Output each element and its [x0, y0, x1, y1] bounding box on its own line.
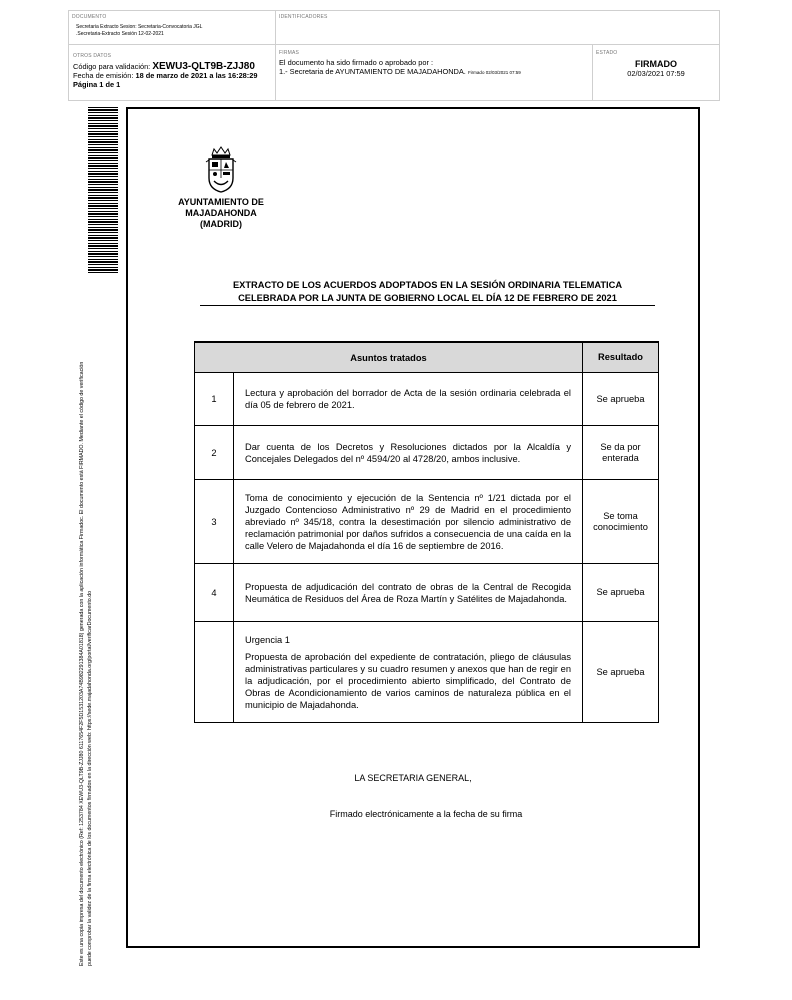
organization-name	[171, 197, 271, 230]
row-description: Dar cuenta de los Decretos y Resoluciones dictados por la Alcaldía y Concejales Delegados del nº 4594/20 al 4728/20, ambos inclusive.	[234, 426, 583, 480]
col-resultado-header: Resultado	[583, 342, 659, 373]
row-description: Propuesta de adjudicación del contrato de obras de la Central de Recogida Neumática de Residuos del Área de Roza Martín y Satélites de Majadahonda.	[234, 564, 583, 622]
table-row	[195, 426, 659, 480]
row-number: 1	[195, 373, 234, 426]
codigo-value: XEWU3-QLT9B-ZJJ80	[152, 61, 255, 72]
otros-datos-label: OTROS DATOS	[73, 53, 112, 59]
barcode	[88, 107, 118, 275]
header-identificadores-box	[275, 10, 720, 45]
firmas-line1: El documento ha sido firmado o aprobado por :	[279, 58, 434, 67]
org-line3: (MADRID)	[200, 219, 242, 229]
fecha-label: Fecha de emisión:	[73, 71, 134, 80]
side-text-line1: Este es una copia impresa del documento electrónico (Ref: 1253784 XEWU3-QLT9B-ZJJ80 6117654F2F5D1531203A74B982291384A01818) generada con la aplicación informática Firmadoc. El documento está FIRMADO. Mediante el código de verificación	[79, 361, 85, 966]
title-underline	[200, 305, 655, 306]
title-line1: EXTRACTO DE LOS ACUERDOS ADOPTADOS EN LA SESIÓN ORDINARIA TELEMATICA	[232, 280, 623, 290]
side-text-line2: puede comprobar la validez de la firma electrónica de los documentos firmados en la dirección web: https://sede.majadahonda.org/portal/verificarDocumento.do	[87, 590, 93, 966]
table-row	[195, 373, 659, 426]
row-description	[234, 622, 583, 723]
signature-note: Firmado electrónicamente a la fecha de su firma	[329, 809, 523, 819]
coat-of-arms-icon	[204, 146, 238, 194]
table-row	[195, 564, 659, 622]
row-number: 3	[195, 480, 234, 564]
org-line1: AYUNTAMIENTO DE	[178, 197, 264, 207]
documento-line2: .Secretaria-Extracto Sesión 12-02-2021	[76, 31, 164, 37]
row-description: Toma de conocimiento y ejecución de la Sentencia nº 1/21 dictada por el Juzgado Contencioso Administrativo nº 29 de Madrid en el procedimiento abreviado nº 345/18, contra la desestimación por silencio administrativo de reclamación patrimonial por daños sufridos a consecuencia de una caída en la calle Velero de Majadahonda el día 16 de septiembre de 2016.	[234, 480, 583, 564]
row-result: Se toma conocimiento	[583, 480, 659, 564]
table-row	[195, 480, 659, 564]
documento-label: DOCUMENTO	[72, 14, 107, 20]
document-title	[200, 279, 655, 305]
row-description: Lectura y aprobación del borrador de Acta de la sesión ordinaria celebrada el día 05 de febrero de 2021.	[234, 373, 583, 426]
row-result: Se da por enterada	[583, 426, 659, 480]
row-number: 2	[195, 426, 234, 480]
table-header-row	[195, 342, 659, 373]
col-asuntos-header: Asuntos tratados	[195, 342, 583, 373]
firmas-line2: 1.- Secretaria de AYUNTAMIENTO DE MAJADAHONDA.	[279, 67, 466, 76]
row-result: Se aprueba	[583, 564, 659, 622]
title-line2: CELEBRADA POR LA JUNTA DE GOBIERNO LOCAL EL DÍA 12 DE FEBRERO DE 2021	[238, 293, 617, 303]
header-documento-box	[68, 10, 276, 45]
pagina-indicator: Página 1 de 1	[73, 80, 121, 89]
row-result: Se aprueba	[583, 622, 659, 723]
agenda-table	[194, 341, 659, 723]
row-text: Propuesta de aprobación del expediente de contratación, pliego de cláusulas administrativas particulares y su cuadro resumen y anexos que han de regir en la adjudicación, por el procedimiento abierto simplificado, del Contrato de Obras de Acondicionamiento de varios caminos de naturaleza pública en el municipio de Majadahonda.	[245, 651, 571, 710]
documento-line1: Secretaria Extracto Sesion: Secretaria-Convocatoria JGL	[76, 24, 203, 30]
firmas-signed-date: Firmado 02/03/2021 07:59	[467, 70, 521, 75]
org-line2: MAJADAHONDA	[185, 208, 257, 218]
row-number: 4	[195, 564, 234, 622]
estado-value: FIRMADO	[635, 59, 677, 69]
table-row	[195, 622, 659, 723]
header-estado-box	[592, 44, 720, 101]
firmas-label: FIRMAS	[279, 50, 300, 56]
row-heading: Urgencia 1	[245, 634, 290, 645]
codigo-label: Código para validación:	[73, 62, 151, 71]
side-verification-text	[78, 286, 94, 966]
signature-title: LA SECRETARIA GENERAL,	[354, 773, 472, 783]
fecha-value: 18 de marzo de 2021 a las 16:28:29	[135, 71, 258, 80]
estado-label: ESTADO	[596, 50, 618, 56]
estado-date: 02/03/2021 07:59	[627, 69, 685, 78]
identificadores-label: IDENTIFICADORES	[279, 14, 328, 20]
header-firmas-box	[275, 44, 593, 101]
header-otros-datos-box	[68, 44, 276, 101]
row-result: Se aprueba	[583, 373, 659, 426]
row-number	[195, 622, 234, 723]
